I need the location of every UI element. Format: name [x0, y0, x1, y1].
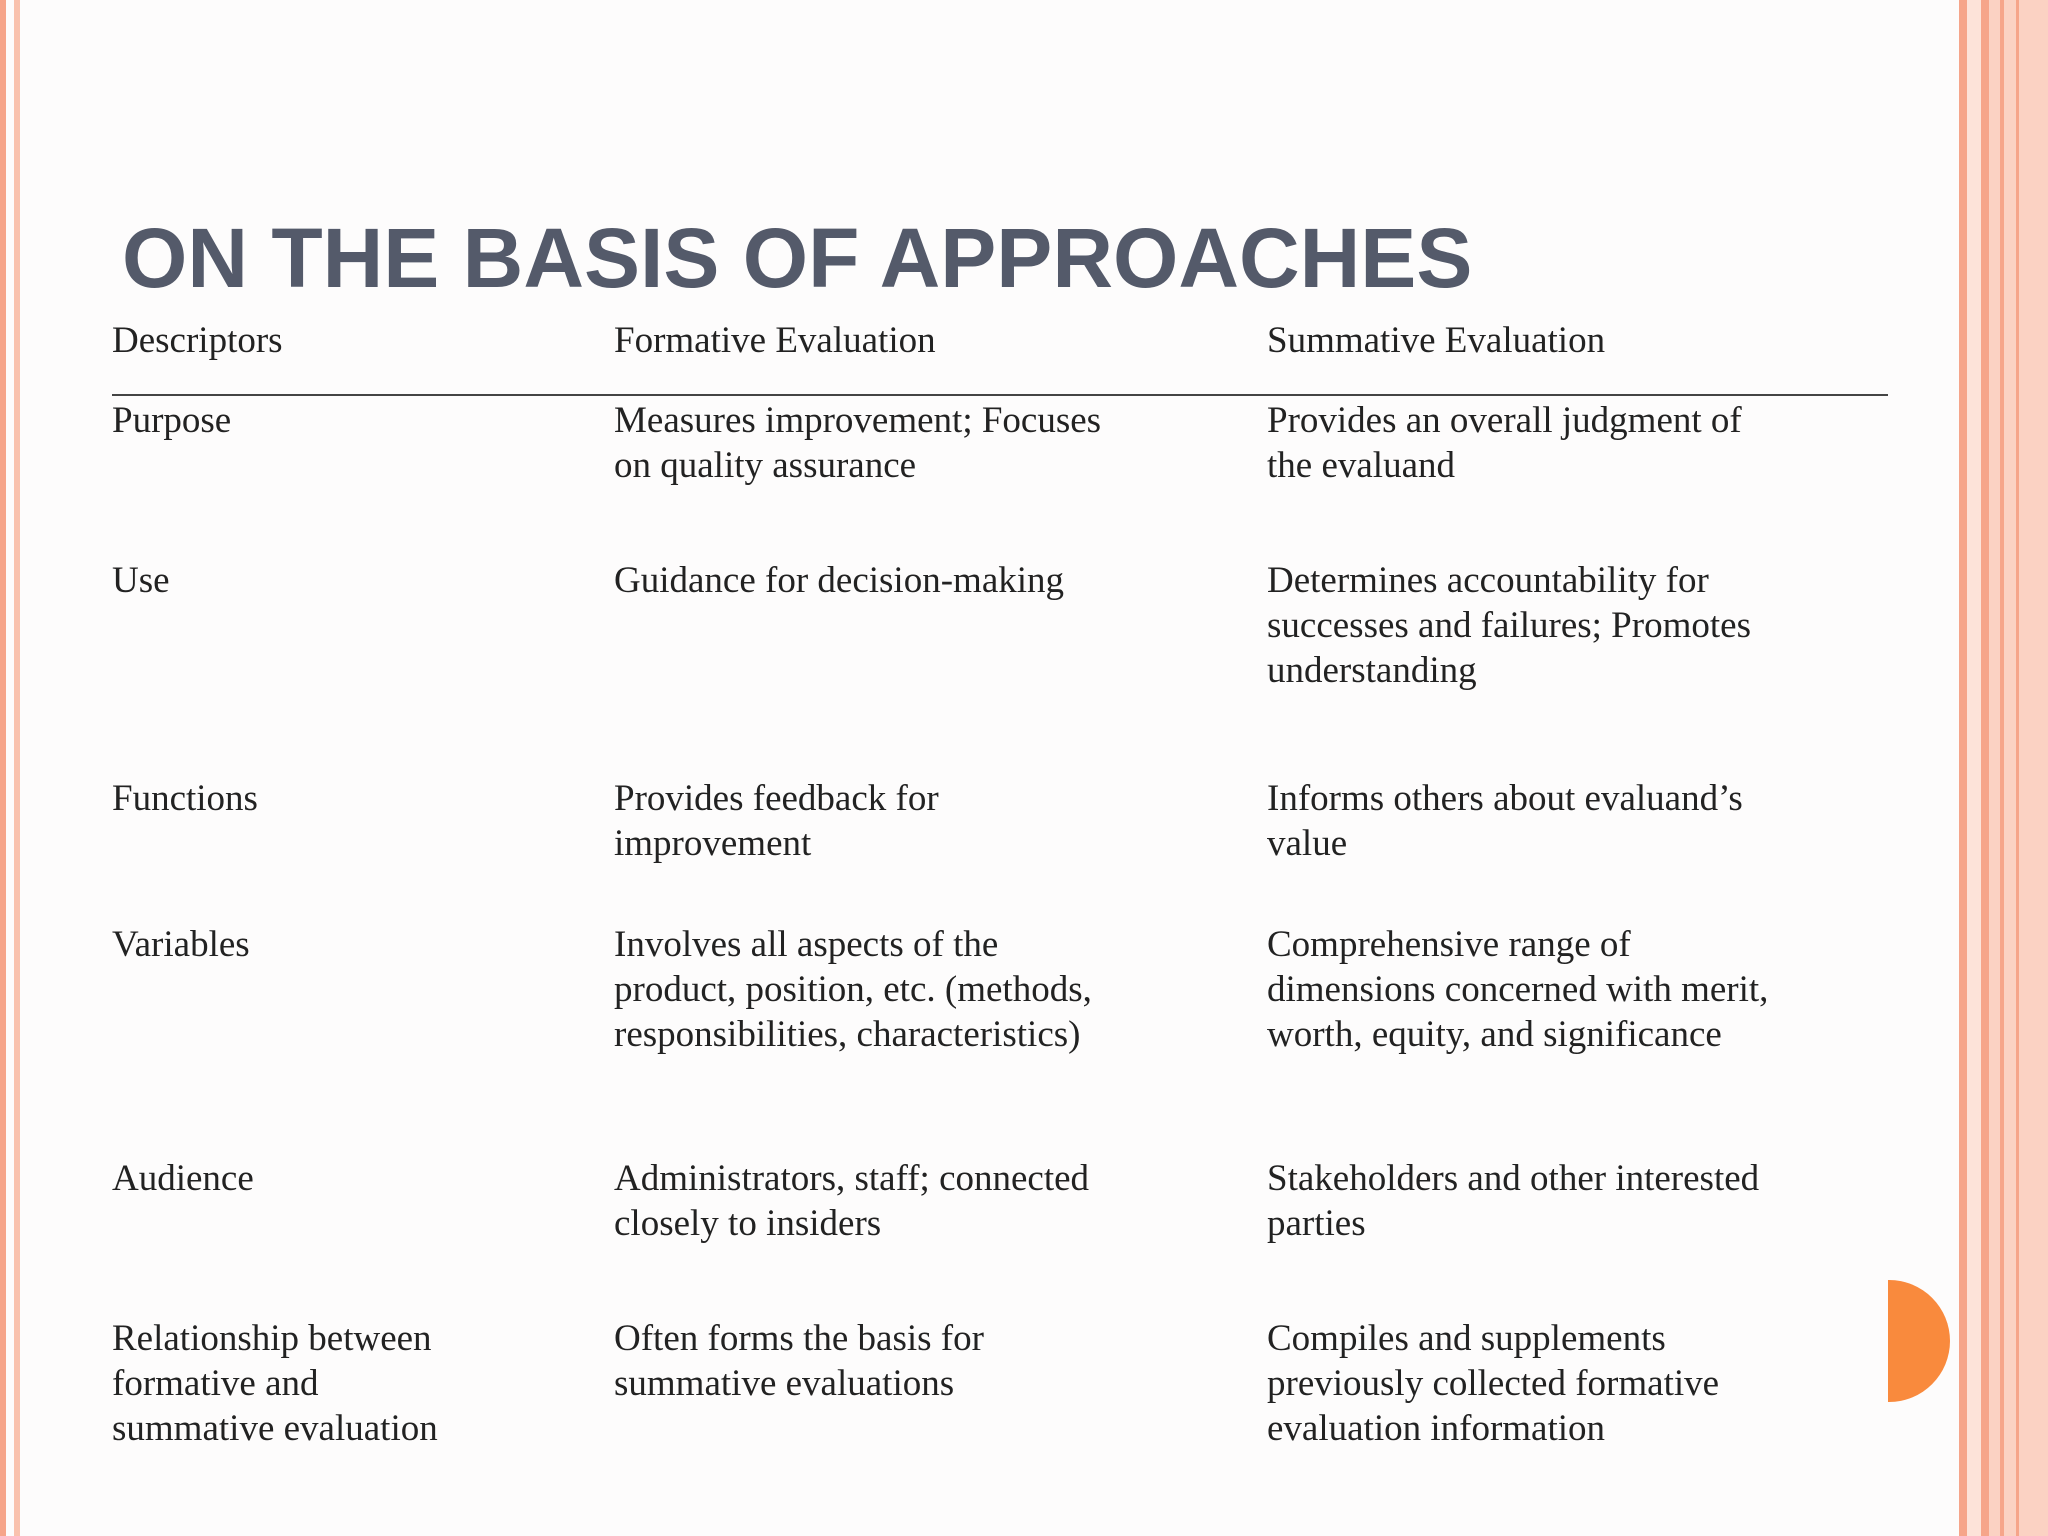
summative-cell: Comprehensive range of dimensions concerned with merit, worth, equity, and significance	[1267, 924, 1769, 1055]
header-divider	[112, 394, 1888, 396]
right-border-stripe	[1959, 0, 1967, 1536]
descriptor-cell: Relationship between formative and summative evaluation	[112, 1318, 438, 1449]
right-border-stripe-4	[2016, 0, 2019, 1536]
summative-cell: Provides an overall judgment of the evaluand	[1267, 400, 1742, 486]
summative-cell: Informs others about evaluand’s value	[1267, 778, 1743, 864]
descriptor-cell: Purpose	[112, 400, 232, 441]
formative-cell: Administrators, staff; connected closely to insiders	[614, 1158, 1090, 1244]
summative-cell: Stakeholders and other interested parties	[1267, 1158, 1760, 1244]
formative-cell: Often forms the basis for summative evaluations	[614, 1318, 984, 1404]
slide-title: ON THE BASIS OF APPROACHES	[122, 211, 1473, 305]
formative-cell: Measures improvement; Focuses on quality assurance	[614, 400, 1102, 486]
summative-cell: Compiles and supplements previously collected formative evaluation information	[1267, 1318, 1720, 1449]
right-border-stripe-2	[1981, 0, 1989, 1536]
descriptor-cell: Functions	[112, 778, 258, 819]
left-border-stripe	[0, 0, 6, 1536]
orange-half-circle-accent	[1888, 1280, 1950, 1402]
summative-cell: Determines accountability for successes and failures; Promotes understanding	[1267, 560, 1751, 691]
formative-cell: Provides feedback for improvement	[614, 778, 939, 864]
formative-cell: Guidance for decision-making	[614, 560, 1065, 601]
right-border-gap	[1967, 0, 1981, 1536]
header-summative: Summative Evaluation	[1267, 320, 1606, 361]
descriptor-cell: Variables	[112, 924, 250, 965]
descriptor-cell: Use	[112, 560, 170, 601]
left-border-stripe-inner	[14, 0, 20, 1536]
header-formative: Formative Evaluation	[614, 320, 936, 361]
header-descriptors: Descriptors	[112, 320, 283, 361]
formative-cell: Involves all aspects of the product, position, etc. (methods, responsibilities, characteristics)	[614, 924, 1092, 1055]
descriptor-cell: Audience	[112, 1158, 254, 1199]
right-border-stripe-3	[2000, 0, 2004, 1536]
